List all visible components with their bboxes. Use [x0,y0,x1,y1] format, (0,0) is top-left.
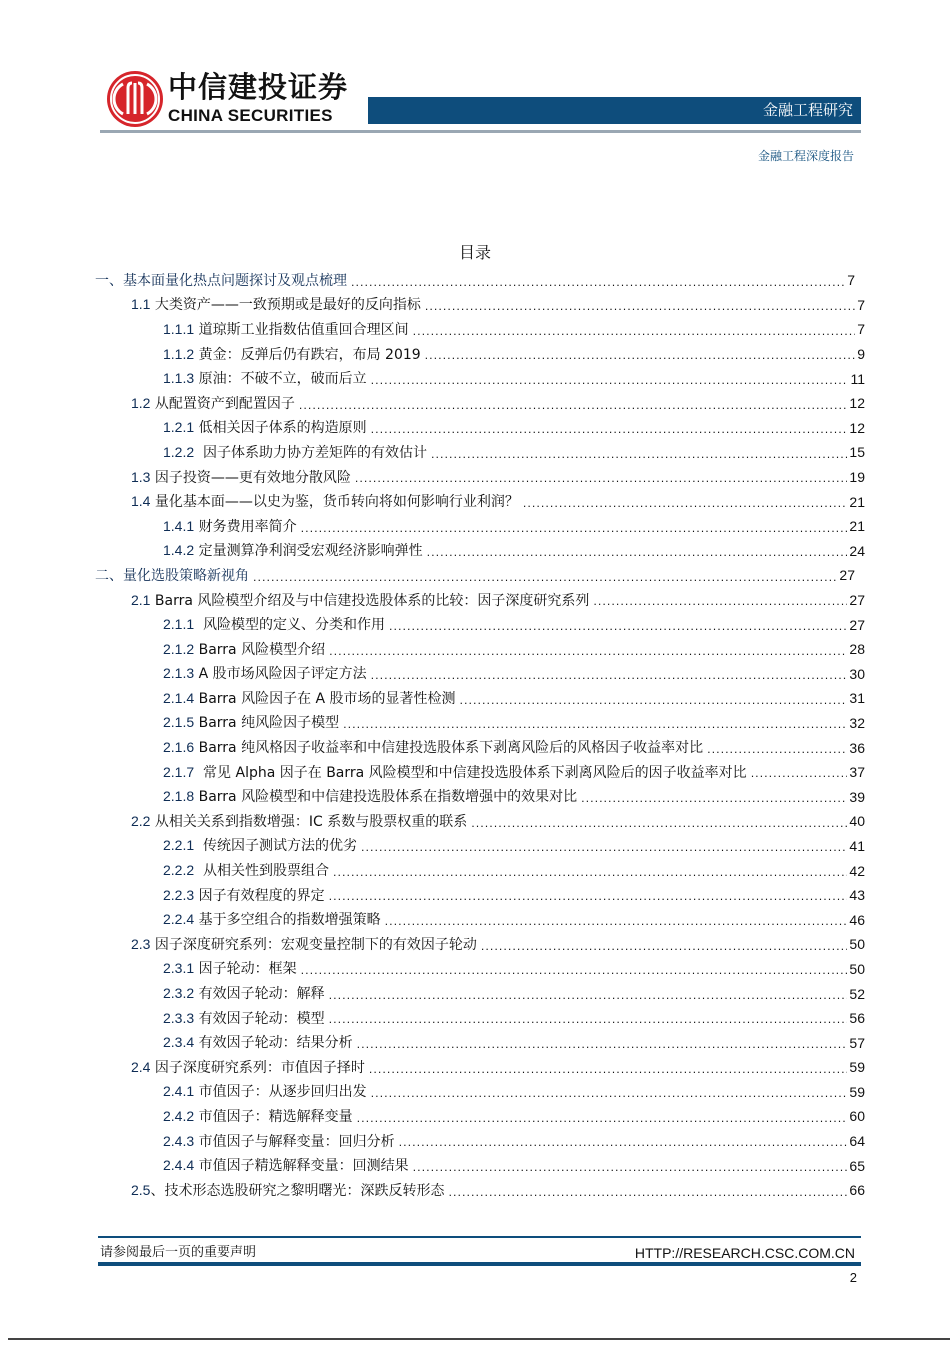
toc-leader-dots [751,769,848,784]
toc-entry-number: 1.1 [131,296,151,313]
toc-entry[interactable] [95,342,865,367]
toc-entry-text: Barra 风险模型和中信建投选股体系在指数增强中的效果对比 [194,789,578,806]
toc-entry-page: 60 [849,1108,865,1125]
toc-entry-text: 、技术形态选股研究之黎明曙光：深跌反转形态 [150,1182,445,1199]
toc-entry-number: 2.1.4 [163,689,195,706]
toc-entry-number: 2.1.6 [163,739,195,756]
toc-entry-page: 50 [849,936,865,953]
toc-entry-text: Barra 纯风险因子模型 [194,715,340,732]
toc-entry-label [131,591,591,610]
toc-leader-dots [371,671,848,686]
toc-entry-number: 2.3.1 [163,960,195,977]
toc-leader-dots [523,499,848,514]
toc-leader-dots [399,1138,848,1153]
toc-entry[interactable] [95,293,865,318]
toc-entry-label [163,345,423,364]
toc-leader-dots [707,745,847,760]
toc-entry-text: Barra 风险模型介绍及与中信建投选股体系的比较：因子深度研究系列 [150,592,590,609]
toc-entry-text: 基于多空组合的指数增强策略 [194,912,381,929]
toc-entry-text: 道琼斯工业指数估值重回合理区间 [194,321,409,338]
toc-entry-page: 56 [849,1010,865,1027]
toc-entry-page: 21 [849,493,865,510]
toc-entry-text: 市值因子：精选解释变量 [194,1108,353,1125]
toc-entry[interactable] [95,514,865,539]
toc-entry-number: 1.4.1 [163,517,195,534]
toc-leader-dots [425,351,856,366]
toc-entry-page: 42 [849,862,865,879]
toc-leader-dots [448,1188,847,1203]
toc-leader-dots [427,548,848,563]
toc-entry-page: 37 [849,764,865,781]
header-section-bar [368,97,861,124]
toc-entry[interactable] [95,1055,865,1080]
toc-entry-text: 低相关因子体系的构造原则 [194,420,367,437]
toc-entry-number: 2.4.3 [163,1132,195,1149]
toc-entry-label [95,271,349,290]
toc-entry-text: 大类资产——一致预期或是最好的反向指标 [150,297,421,314]
toc-entry-label [163,664,369,683]
toc-entry[interactable] [95,932,865,957]
toc-entry-label [163,418,369,437]
toc-entry[interactable] [95,858,865,883]
toc-entry-text: 风险模型的定义、分类和作用 [194,617,386,634]
toc-entry-label [163,1107,355,1126]
toc-entry-text: 因子体系助力协方差矩阵的有效估计 [194,444,428,461]
toc-entry-page: 52 [849,985,865,1002]
toc-entry-page: 66 [849,1182,865,1199]
toc-entry-page: 9 [857,346,865,363]
toc-entry-label [163,369,369,388]
page-edge-line [8,1338,950,1340]
toc-entry-text: 市值因子：从逐步回归出发 [194,1084,367,1101]
toc-entry-text: 定量测算净利润受宏观经济影响弹性 [194,543,423,560]
toc-leader-dots [581,794,847,809]
toc-entry-text: Barra 风险模型介绍 [194,641,326,658]
toc-entry-label [131,295,423,314]
footer-url-link[interactable]: HTTP://RESEARCH.CSC.COM.CN [634,1245,855,1261]
toc-entry[interactable] [95,907,865,932]
toc-entry-page: 11 [850,370,865,387]
toc-leader-dots [371,376,849,391]
toc-entry-number: 1.2 [131,394,151,411]
page-number: 2 [849,1270,857,1285]
toc-entry-text: 因子轮动：框架 [194,961,297,978]
toc-entry-label [163,763,749,782]
toc-entry-number: 1.4 [131,493,151,510]
toc-entry[interactable] [95,957,865,982]
toc-entry[interactable] [95,1129,865,1154]
toc-leader-dots [357,1040,848,1055]
toc-leader-dots [329,892,848,907]
toc-entry-number: 2.2.1 [163,837,195,854]
toc-leader-dots [301,966,848,981]
toc-entry[interactable] [95,1178,865,1203]
toc-entry[interactable] [95,1153,865,1178]
toc-entry[interactable] [95,834,865,859]
toc-entry-text: 黄金：反弹后仍有跌宕，布局 2019 [194,346,421,363]
toc-entry[interactable] [95,1006,865,1031]
header-divider [100,130,861,133]
toc-leader-dots [301,524,848,539]
toc-entry-text: 从配置资产到配置因子 [150,395,295,412]
toc-entry-page: 12 [849,395,865,412]
toc-entry-text: 量化基本面——以史为鉴，货币转向将如何影响行业利润？ [150,494,519,511]
china-securities-logo-icon [106,70,164,128]
toc-entry-page: 19 [849,469,865,486]
toc-entry-text: 量化选股策略新视角 [123,567,249,584]
toc-leader-dots [355,474,848,489]
toc-entry-page: 27 [839,567,855,584]
toc-entry[interactable] [95,1080,865,1105]
toc-entry-label [131,468,353,487]
toc-entry-text: 因子深度研究系列：宏观变量控制下的有效因子轮动 [150,936,477,953]
toc-entry-page: 32 [849,714,865,731]
toc-entry[interactable] [95,465,865,490]
toc-entry-label [163,836,359,855]
toc-entry-number: 1.3 [131,468,151,485]
toc-entry[interactable] [95,440,865,465]
toc-leader-dots [460,696,848,711]
toc-entry-text: 从相关关系到指数增强：IC 系数与股票权重的联系 [150,813,468,830]
toc-entry[interactable] [95,268,865,293]
toc-entry-text: 常见 Alpha 因子在 Barra 风险模型和中信建投选股体系下剥离风险后的因子收益率对比 [194,764,747,781]
toc-entry-page: 64 [849,1133,865,1150]
toc-entry-label [163,541,425,560]
toc-entry-page: 21 [849,518,865,535]
footer-disclaimer: 请参阅最后一页的重要声明 [100,1245,257,1260]
table-of-contents [95,268,865,1203]
toc-entry-number: 2.2.3 [163,886,195,903]
toc-leader-dots [425,302,855,317]
toc-entry-number: 一、 [95,271,123,288]
toc-entry-number: 1.1.1 [163,320,195,337]
toc-entry-number: 2.2 [131,812,151,829]
toc-entry-label [163,1132,397,1151]
toc-entry-number: 2.1 [131,591,151,608]
toc-leader-dots [333,868,847,883]
toc-entry[interactable] [95,981,865,1006]
toc-entry-number: 1.2.2 [163,443,195,460]
toc-entry[interactable] [95,416,865,441]
toc-entry-number: 二、 [95,566,123,583]
toc-leader-dots [343,720,847,735]
toc-entry-label [163,443,429,462]
toc-entry-label [163,738,705,757]
toc-entry-text: 基本面量化热点问题探讨及观点梳理 [123,272,347,289]
toc-entry-page: 40 [849,813,865,830]
toc-entry-page: 46 [849,911,865,928]
toc-entry-text: 有效因子轮动：解释 [194,986,325,1003]
toc-entry[interactable] [95,563,865,588]
toc-entry-page: 36 [849,739,865,756]
toc-entry-label [163,320,411,339]
toc-entry-label [131,492,521,511]
toc-entry-label [163,689,458,708]
toc-entry-label [163,640,327,659]
toc-entry-number: 1.2.1 [163,419,195,436]
toc-entry-number: 2.1.5 [163,714,195,731]
toc-entry-number: 2.3.3 [163,1009,195,1026]
toc-entry-number: 1.1.3 [163,370,195,387]
toc-entry-page: 59 [849,1083,865,1100]
toc-entry-text: 因子有效程度的界定 [194,887,325,904]
toc-entry-page: 15 [849,444,865,461]
toc-entry-page: 27 [849,616,865,633]
toc-entry-number: 2.2.2 [163,862,195,879]
toc-entry[interactable] [95,588,865,613]
toc-entry-text: Barra 风险因子在 A 股市场的显著性检测 [194,690,456,707]
toc-entry-number: 2.4.4 [163,1157,195,1174]
footer-divider-top [98,1236,861,1238]
toc-entry[interactable] [95,686,865,711]
toc-entry-page: 24 [849,542,865,559]
toc-leader-dots [371,1089,848,1104]
toc-entry[interactable] [95,366,865,391]
toc-entry-label [95,566,251,585]
toc-entry-page: 65 [849,1157,865,1174]
toc-entry-label [163,861,331,880]
toc-entry-text: 市值因子与解释变量：回归分析 [194,1133,395,1150]
toc-entry[interactable] [95,662,865,687]
toc-entry-page: 7 [847,272,855,289]
toc-entry[interactable] [95,1030,865,1055]
toc-entry-text: 财务费用率简介 [194,518,297,535]
toc-entry-label [163,886,327,905]
toc-entry[interactable] [95,539,865,564]
toc-entry-number: 2.5 [131,1181,151,1198]
toc-entry-label [163,910,383,929]
toc-entry-page: 7 [857,321,865,338]
toc-entry-label [163,615,387,634]
brand-name-english: CHINA SECURITIES [168,106,333,125]
toc-entry-page: 57 [849,1034,865,1051]
toc-entry[interactable] [95,735,865,760]
toc-entry-number: 1.4.2 [163,542,195,559]
report-type-label: 金融工程深度报告 [757,149,854,163]
toc-entry-page: 28 [849,641,865,658]
toc-leader-dots [371,425,848,440]
toc-leader-dots [329,1015,848,1030]
toc-entry-text: 原油：不破不立，破而后立 [194,371,367,388]
toc-leader-dots [385,917,848,932]
toc-entry-label [163,984,327,1003]
toc-entry-page: 50 [849,960,865,977]
toc-entry-label [163,1156,411,1175]
toc-entry-number: 2.3.2 [163,985,195,1002]
toc-entry[interactable] [95,612,865,637]
toc-entry-page: 7 [857,296,865,313]
toc-entry-label [163,713,341,732]
toc-entry-number: 2.1.1 [163,616,195,633]
footer-divider-bottom [98,1262,861,1266]
toc-entry-page: 41 [849,837,865,854]
toc-entry-text: A 股市场风险因子评定方法 [194,666,367,683]
toc-entry-page: 59 [849,1059,865,1076]
toc-entry-label [163,1082,369,1101]
header-section-label: 金融工程研究 [762,101,853,119]
toc-entry-text: 因子投资——更有效地分散风险 [150,469,351,486]
toc-entry[interactable] [95,711,865,736]
toc-entry-text: 有效因子轮动：结果分析 [194,1035,353,1052]
toc-leader-dots [593,597,847,612]
toc-entry-number: 2.3.4 [163,1034,195,1051]
toc-entry-label [131,1058,367,1077]
toc-entry-page: 12 [849,419,865,436]
toc-entry[interactable] [95,760,865,785]
toc-title: 目录 [458,243,491,262]
toc-entry-number: 2.4 [131,1058,151,1075]
toc-entry[interactable] [95,883,865,908]
toc-entry-text: 有效因子轮动：模型 [194,1010,325,1027]
toc-leader-dots [361,843,847,858]
toc-entry-page: 27 [849,592,865,609]
toc-entry-page: 43 [849,887,865,904]
brand-name-chinese: 中信建投证券 [168,70,349,104]
toc-leader-dots [351,278,845,293]
toc-entry-text: Barra 纯风格因子收益率和中信建投选股体系下剥离风险后的风格因子收益率对比 [194,740,704,757]
toc-leader-dots [413,327,856,342]
toc-entry-page: 31 [849,690,865,707]
toc-entry-text: 传统因子测试方法的优劣 [194,838,358,855]
toc-entry[interactable] [95,489,865,514]
toc-entry-page: 39 [849,788,865,805]
toc-entry-number: 2.1.3 [163,665,195,682]
toc-entry-number: 2.4.2 [163,1107,195,1124]
toc-entry[interactable] [95,317,865,342]
toc-leader-dots [389,622,847,637]
toc-entry-text: 市值因子精选解释变量：回测结果 [194,1158,409,1175]
toc-entry-text: 从相关性到股票组合 [194,863,330,880]
toc-leader-dots [253,573,837,588]
toc-entry[interactable] [95,784,865,809]
toc-entry-number: 2.4.1 [163,1083,195,1100]
toc-leader-dots [431,450,847,465]
toc-entry-label [163,1009,327,1028]
toc-entry-label [163,517,299,536]
toc-entry-number: 2.1.2 [163,640,195,657]
toc-entry-label [163,959,299,978]
toc-entry-label [163,787,579,806]
toc-entry-number: 2.1.7 [163,763,195,780]
toc-entry-number: 2.1.8 [163,788,195,805]
toc-entry-label [163,1033,355,1052]
toc-entry-label [131,394,297,413]
toc-leader-dots [369,1065,848,1080]
toc-leader-dots [329,647,847,662]
toc-entry-label [131,1181,446,1200]
toc-entry[interactable] [95,1104,865,1129]
toc-leader-dots [413,1163,848,1178]
toc-leader-dots [357,1114,848,1129]
toc-leader-dots [329,991,848,1006]
toc-entry-number: 2.3 [131,935,151,952]
toc-entry[interactable] [95,391,865,416]
toc-entry[interactable] [95,637,865,662]
toc-leader-dots [299,401,848,416]
toc-entry-page: 30 [849,665,865,682]
toc-entry-text: 因子深度研究系列：市值因子择时 [150,1059,365,1076]
toc-entry[interactable] [95,809,865,834]
toc-entry-label [131,812,469,831]
toc-entry-label [131,935,479,954]
toc-entry-number: 1.1.2 [163,345,195,362]
toc-leader-dots [471,819,847,834]
toc-leader-dots [481,942,848,957]
toc-entry-number: 2.2.4 [163,911,195,928]
